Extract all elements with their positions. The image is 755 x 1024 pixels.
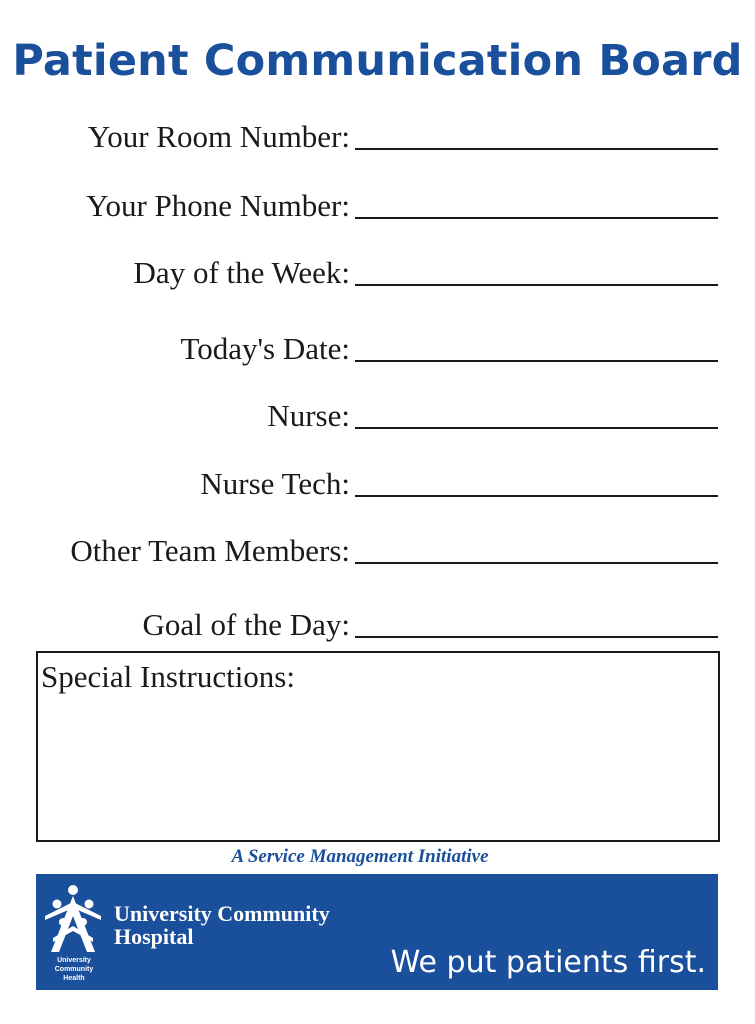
special-instructions-label: Special Instructions: (41, 659, 295, 694)
tagline: A Service Management Initiative (231, 846, 489, 867)
blank-line (355, 427, 718, 429)
field-room-number (0, 112, 755, 152)
special-instructions-box (36, 651, 720, 842)
blank-line (355, 495, 718, 497)
field-nurse (0, 391, 755, 431)
logo-figures-icon (43, 882, 103, 956)
slogan: We put patients first. (390, 945, 706, 980)
page-title: Patient Communication Board (12, 36, 743, 86)
field-label: Day of the Week: (133, 255, 350, 290)
field-phone-number (0, 181, 755, 221)
field-other-team-members (0, 526, 755, 566)
field-goal-of-day (0, 600, 755, 640)
field-nurse-tech (0, 459, 755, 499)
field-label: Goal of the Day: (142, 607, 350, 642)
blank-line (355, 562, 718, 564)
blank-line (355, 217, 718, 219)
field-day-of-week (0, 248, 755, 288)
logo-wordmark: University Community Health (54, 957, 94, 982)
blank-line (355, 148, 718, 150)
blank-line (355, 360, 718, 362)
field-label: Nurse: (267, 398, 350, 433)
field-label: Your Phone Number: (86, 188, 350, 223)
footer-banner (36, 874, 718, 990)
field-todays-date (0, 324, 755, 364)
field-label: Nurse Tech: (200, 466, 350, 501)
field-label: Today's Date: (180, 331, 350, 366)
blank-line (355, 636, 718, 638)
blank-line (355, 284, 718, 286)
field-label: Other Team Members: (70, 533, 350, 568)
field-label: Your Room Number: (87, 119, 350, 154)
organization-name: University Community Hospital (114, 901, 330, 949)
ucs-figures-logo-icon (43, 882, 103, 982)
